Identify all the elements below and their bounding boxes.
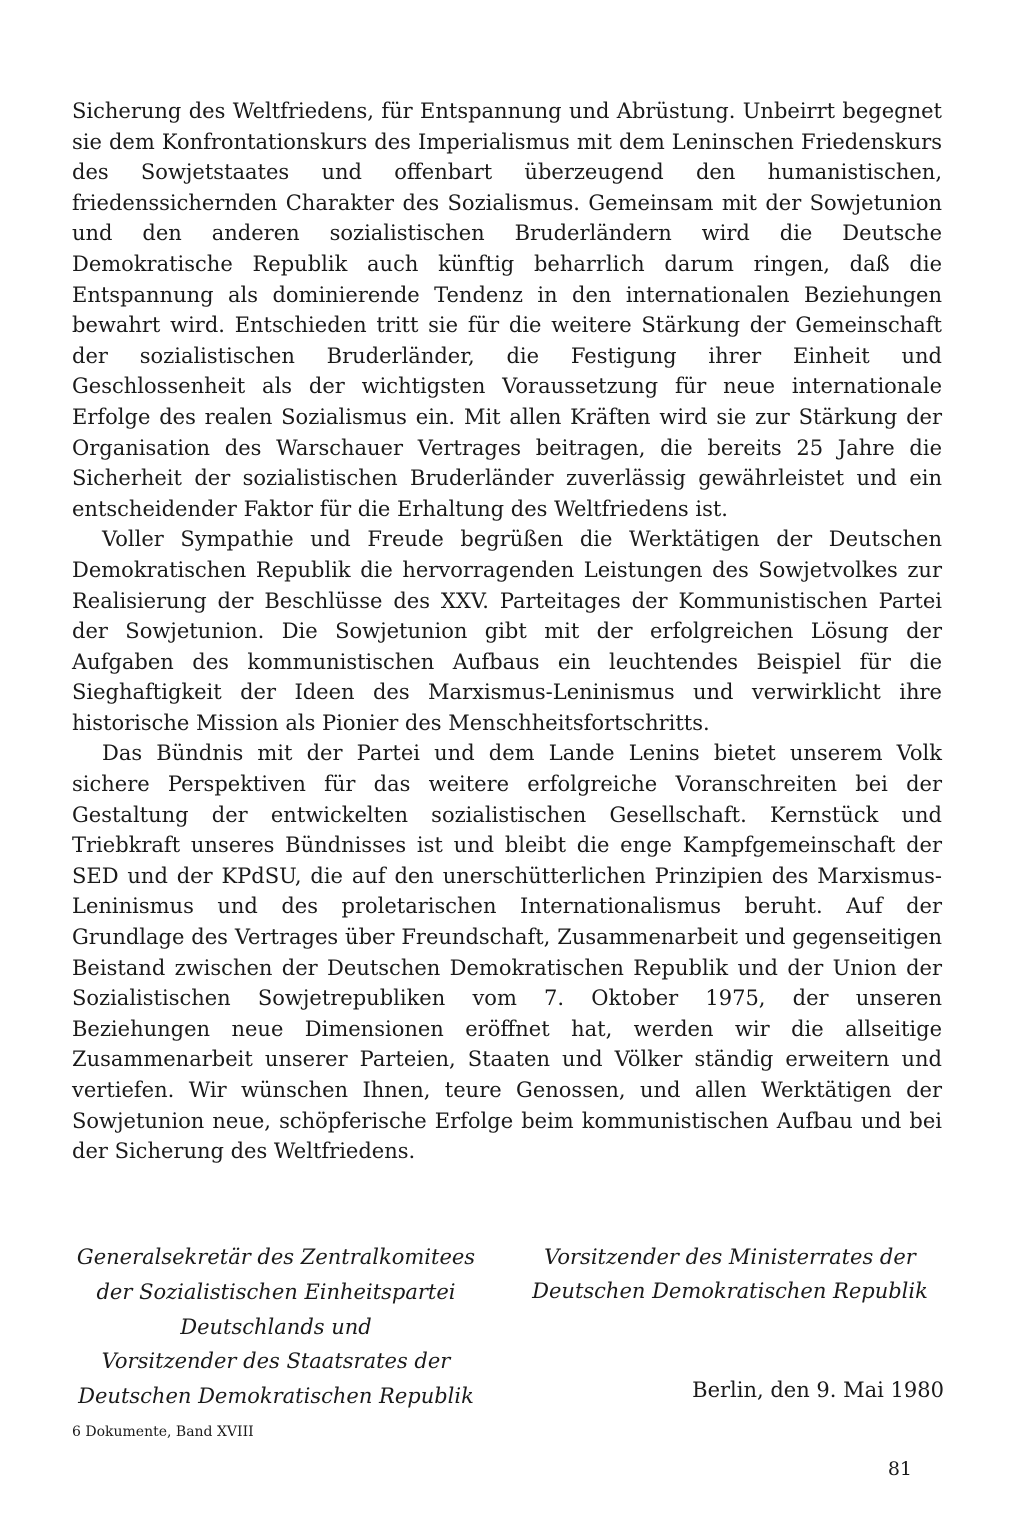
paragraph: Das Bündnis mit der Partei und dem Lande Lenins bietet unserem Volk sichere Perspektiven für das weitere erfolgreiche Voranschreiten bei der Gestaltung der entwickelten sozialistischen Gesellschaft. Kernstück und Triebkraft unseres Bündnisses ist und bleibt die enge Kampfgemeinschaft der SED und der KPdSU, die auf den unerschütterlichen Prinzipien des Marxismus-Leninismus und des proletarischen Internationalismus beruht. Auf der Grundlage des Vertrages über Freundschaft, Zusammenarbeit und gegenseitigen Beistand zwischen der Deutschen Demokratischen Republik und der Union der Sozialistischen Sowjetrepubliken vom 7. Oktober 1975, der unseren Beziehungen neue Dimensionen eröffnet hat, werden wir die allseitige Zusammenarbeit unserer Parteien, Staaten und Völker ständig erweitern und vertiefen. Wir wünschen Ihnen, teure Genossen, und allen Werktätigen der Sowjetunion neue, schöpferische Erfolge beim kommunistischen Aufbau und bei der Sicherung des Weltfriedens. [72,741,942,1164]
page-number: 81 [887,1458,912,1480]
footer-note: 6 Dokumente, Band XVIII [72,1424,254,1440]
signature-block-left [66,1240,486,1414]
paragraph: Voller Sympathie und Freude begrüßen die Werktätigen der Deutschen Demokratischen Republik die hervorragenden Leistungen des Sowjetvolkes zur Realisierung der Beschlüsse des XXV. Parteitages der Kommunistischen Partei der Sowjetunion. Die Sowjetunion gibt mit der erfolgreichen Lösung der Aufgaben des kommunistischen Aufbaus ein leuchtendes Beispiel für die Sieghaftigkeit der Ideen des Marxismus-Leninismus und verwirklicht ihre historische Mission als Pionier des Menschheitsfortschritts. [72,527,942,735]
signature-line: Deutschlands und [180,1314,372,1339]
signature-line: der Sozialistischen Einheitspartei [96,1279,456,1304]
signature-line: Vorsitzender des Staatsrates der [101,1349,451,1374]
signature-line: Deutschen Demokratischen Republik [532,1279,928,1303]
signature-line: Vorsitzender des Ministerrates der [544,1245,916,1269]
body-text [72,96,942,1167]
signature-line: Generalsekretär des Zentralkomitees [76,1245,476,1269]
date-line: Berlin, den 9. Mai 1980 [692,1378,944,1402]
paragraph: Sicherung des Weltfriedens, für Entspannung und Abrüstung. Unbeirrt begegnet sie dem Konfrontationskurs des Imperialismus mit dem Leninschen Friedenskurs des Sowjetstaates und offenbart überzeugend den humanistischen, friedenssichernden Charakter des Sozialismus. Gemeinsam mit der Sowjetunion und den anderen sozialistischen Bruderländern wird die Deutsche Demokratische Republik auch künftig beharrlich darum ringen, daß die Entspannung als dominierende Tendenz in den internationalen Beziehungen bewahrt wird. Entschieden tritt sie für die weitere Stärkung der Gemeinschaft der sozialistischen Bruderländer, die Festigung ihrer Einheit und Geschlossenheit als der wichtigsten Voraussetzung für neue internationale Erfolge des realen Sozialismus ein. Mit allen Kräften wird sie zur Stärkung der Organisation des Warschauer Vertrages beitragen, die bereits 25 Jahre die Sicherheit der sozialistischen Bruderländer zuverlässig gewährleistet und ein entscheidender Faktor für die Erhaltung des Weltfriedens ist. [72,99,942,521]
signature-block-right [520,1240,940,1308]
signature-line: Deutschen Demokratischen Republik [78,1384,474,1409]
